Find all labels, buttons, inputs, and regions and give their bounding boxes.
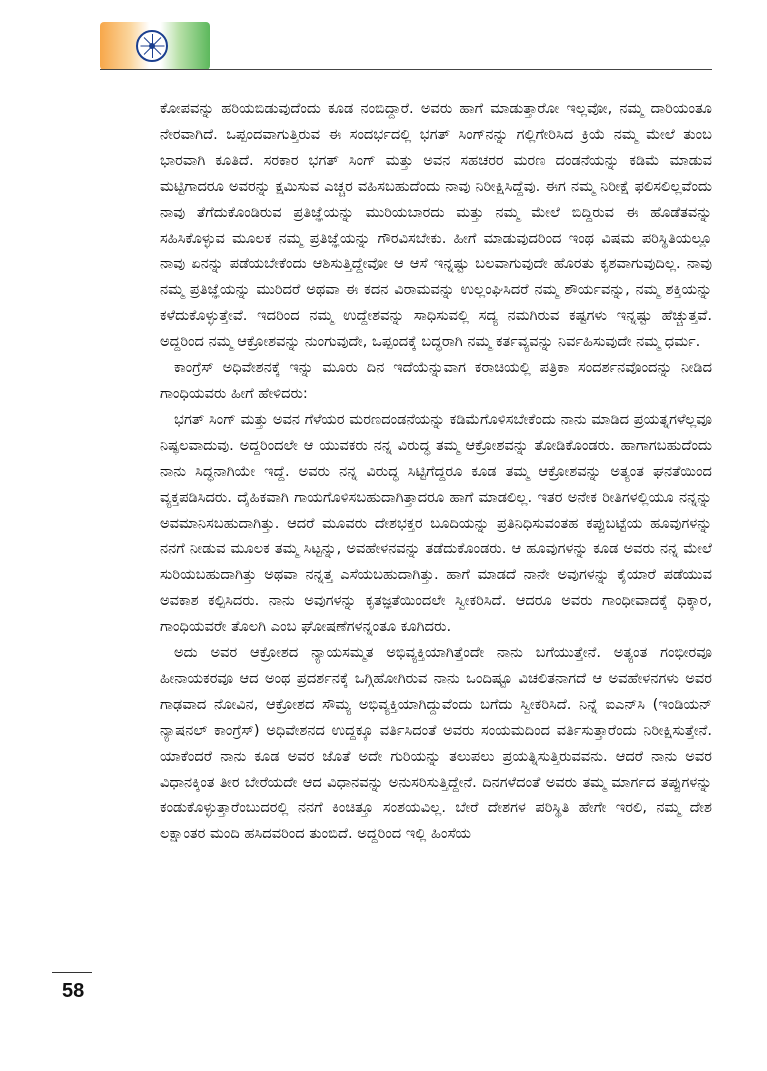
header-divider bbox=[100, 69, 712, 70]
ashoka-chakra-icon bbox=[136, 30, 168, 62]
quote-paragraph: ಭಗತ್ ಸಿಂಗ್ ಮತ್ತು ಅವನ ಗೆಳೆಯರ ಮರಣದಂಡನೆಯನ್ನು ಕಡಿಮೆಗೊಳಿಸಬೇಕೆಂದು ನಾನು ಮಾಡಿದ ಪ್ರಯತ್ನಗಳೆಲ್ಲವೂ ನಿಷ್ಫಲವಾದುವು. ಅದ್ದರಿಂದಲೇ ಆ ಯುವಕರು ನನ್ನ ವಿರುದ್ಧ ತಮ್ಮ ಆಕ್ರೋಶವನ್ನು ತೋಡಿಕೊಂಡರು. ಹಾಗಾಗಬಹುದೆಂದು ನಾನು ಸಿದ್ಧನಾಗಿಯೇ ಇದ್ದೆ. ಅವರು ನನ್ನ ವಿರುದ್ಧ ಸಿಟ್ಟಿಗೆದ್ದರೂ ಕೂಡ ತಮ್ಮ ಆಕ್ರೋಶವನ್ನು ಅತ್ಯಂತ ಘನತೆಯಿಂದ ವ್ಯಕ್ತಪಡಿಸಿದರು. ದೈಹಿಕವಾಗಿ ಗಾಯಗೊಳಿಸಬಹುದಾಗಿತ್ತಾದರೂ ಹಾಗೆ ಮಾಡಲಿಲ್ಲ. ಇತರ ಅನೇಕ ರೀತಿಗಳಲ್ಲಿಯೂ ನನ್ನನ್ನು ಅವಮಾನಿಸಬಹುದಾಗಿತ್ತು. ಆದರೆ ಮೂವರು ದೇಶಭಕ್ತರ ಬೂದಿಯನ್ನು ಪ್ರತಿನಿಧಿಸುವಂತಹ ಕಪ್ಪುಬಟ್ಟೆಯ ಹೂವುಗಳನ್ನು ನನಗೆ ನೀಡುವ ಮೂಲಕ ತಮ್ಮ ಸಿಟ್ಟನ್ನು, ಅವಹೇಳನವನ್ನು ತಡೆದುಕೊಂಡರು. ಆ ಹೂವುಗಳನ್ನು ಕೂಡ ಅವರು ನನ್ನ ಮೇಲೆ ಸುರಿಯಬಹುದಾಗಿತ್ತು ಅಥವಾ ನನ್ನತ್ತ ಎಸೆಯಬಹುದಾಗಿತ್ತು. ಹಾಗೆ ಮಾಡದೆ ನಾನೇ ಅವುಗಳನ್ನು ಕೈಯಾರೆ ಪಡೆಯುವ ಅವಕಾಶ ಕಲ್ಪಿಸಿದರು. ನಾನು ಅವುಗಳನ್ನು ಕೃತಜ್ಞತೆಯಿಂದಲೇ ಸ್ವೀಕರಿಸಿದೆ. ಆದರೂ ಅವರು ಗಾಂಧೀವಾದಕ್ಕೆ ಧಿಕ್ಕಾರ, ಗಾಂಧಿಯವರೇ ತೊಲಗಿ ಎಂಬ ಘೋಷಣೆಗಳನ್ನಂತೂ ಕೂಗಿದರು. bbox=[160, 410, 712, 636]
body-paragraph: ಕೋಪವನ್ನು ಹರಿಯಬಿಡುವುದೆಂದು ಕೂಡ ನಂಬಿದ್ದಾರೆ. ಅವರು ಹಾಗೆ ಮಾಡುತ್ತಾರೋ ಇಲ್ಲವೋ, ನಮ್ಮ ದಾರಿಯಂತೂ ನೇರವಾಗಿದೆ. ಒಪ್ಪಂದವಾಗುತ್ತಿರುವ ಈ ಸಂದರ್ಭದಲ್ಲಿ ಭಗತ್ ಸಿಂಗ್‌ನನ್ನು ಗಲ್ಲಿಗೇರಿಸಿದ ಕ್ರಿಯೆ ನಮ್ಮ ಮೇಲೆ ತುಂಬ ಭಾರವಾಗಿ ಕೂತಿದೆ. ಸರಕಾರ ಭಗತ್ ಸಿಂಗ್ ಮತ್ತು ಅವನ ಸಹಚರರ ಮರಣ ದಂಡನೆಯನ್ನು ಕಡಿಮೆ ಮಾಡುವ ಮಟ್ಟಿಗಾದರೂ ಅವರನ್ನು ಕ್ಷಮಿಸುವ ಎಚ್ಚರ ವಹಿಸಬಹುದೆಂದು ನಾವು ನಿರೀಕ್ಷಿಸಿದ್ದೆವು. ಈಗ ನಮ್ಮ ನಿರೀಕ್ಷೆ ಫಲಿಸಲಿಲ್ಲವೆಂದು ನಾವು ತೆಗೆದುಕೊಂಡಿರುವ ಪ್ರತಿಜ್ಞೆಯನ್ನು ಮುರಿಯಬಾರದು ಮತ್ತು ನಮ್ಮ ಮೇಲೆ ಬಿದ್ದಿರುವ ಈ ಹೊಡೆತವನ್ನು ಸಹಿಸಿಕೊಳ್ಳುವ ಮೂಲಕ ನಮ್ಮ ಪ್ರತಿಜ್ಞೆಯನ್ನು ಗೌರವಿಸಬೇಕು. ಹೀಗೆ ಮಾಡುವುದರಿಂದ ಇಂಥ ವಿಷಮ ಪರಿಸ್ಥಿತಿಯಲ್ಲೂ ನಾವು ಏನನ್ನು ಪಡೆಯಬೇಕೆಂದು ಆಶಿಸುತ್ತಿದ್ದೇವೋ ಆ ಆಸೆ ಇನ್ನಷ್ಟು ಬಲವಾಗುವುದೇ ಹೊರತು ಕೃಶವಾಗುವುದಿಲ್ಲ. ನಾವು ನಮ್ಮ ಪ್ರತಿಜ್ಞೆಯನ್ನು ಮುರಿದರೆ ಅಥವಾ ಈ ಕದನ ವಿರಾಮವನ್ನು ಉಲ್ಲಂಘಿಸಿದರೆ ನಮ್ಮ ಶೌರ್ಯವನ್ನು, ನಮ್ಮ ಶಕ್ತಿಯನ್ನು ಕಳೆದುಕೊಳ್ಳುತ್ತೇವೆ. ಇದರಿಂದ ನಮ್ಮ ಉದ್ದೇಶವನ್ನು ಸಾಧಿಸುವಲ್ಲಿ ಸದ್ಯ ನಮಗಿರುವ ಕಷ್ಟಗಳು ಇನ್ನಷ್ಟು ಹೆಚ್ಚುತ್ತವೆ. ಅದ್ದರಿಂದ ನಮ್ಮ ಆಕ್ರೋಶವನ್ನು ನುಂಗುವುದೇ, ಒಪ್ಪಂದಕ್ಕೆ ಬದ್ಧರಾಗಿ ನಮ್ಮ ಕರ್ತವ್ಯವನ್ನು ನಿರ್ವಹಿಸುವುದೇ ನಮ್ಮ ಧರ್ಮ. bbox=[160, 100, 712, 351]
footer-divider bbox=[52, 972, 92, 973]
quote-paragraph: ಅದು ಅವರ ಆಕ್ರೋಶದ ನ್ಯಾಯಸಮ್ಮತ ಅಭಿವ್ಯಕ್ತಿಯಾಗಿತ್ತೆಂದೇ ನಾನು ಬಗೆಯುತ್ತೇನೆ. ಅತ್ಯಂತ ಗಂಭೀರವೂ ಹೀನಾಯಕರವೂ ಆದ ಅಂಥ ಪ್ರದರ್ಶನಕ್ಕೆ ಒಗ್ಗಿಹೋಗಿರುವ ನಾನು ಒಂದಿಷ್ಟೂ ವಿಚಲಿತನಾಗದೆ ಆ ಅವಹೇಳನಗಳು ಅವರ ಗಾಢವಾದ ನೋವಿನ, ಆಕ್ರೋಶದ ಸೌಮ್ಯ ಅಭಿವ್ಯಕ್ತಿಯಾಗಿದ್ದುವೆಂದು ಬಗೆದು ಸ್ವೀಕರಿಸಿದೆ. ನಿನ್ನೆ ಐಎನ್‌ಸಿ (ಇಂಡಿಯನ್ ನ್ಯಾಷನಲ್ ಕಾಂಗ್ರೆಸ್) ಅಧಿವೇಶನದ ಉದ್ದಕ್ಕೂ ವರ್ತಿಸಿದಂತೆ ಅವರು ಸಂಯಮದಿಂದ ವರ್ತಿಸುತ್ತಾರೆಂದು ನಿರೀಕ್ಷಿಸುತ್ತೇನೆ. ಯಾಕೆಂದರೆ ನಾನು ಕೂಡ ಅವರ ಜೊತೆ ಅದೇ ಗುರಿಯನ್ನು ತಲುಪಲು ಪ್ರಯತ್ನಿಸುತ್ತಿರುವವನು. ಆದರೆ ನಾನು ಅವರ ವಿಧಾನಕ್ಕಿಂತ ತೀರ ಬೇರೆಯದೇ ಆದ ವಿಧಾನವನ್ನು ಅನುಸರಿಸುತ್ತಿದ್ದೇನೆ. ದಿನಗಳೆದಂತೆ ಅವರು ತಮ್ಮ ಮಾರ್ಗದ ತಪ್ಪುಗಳನ್ನು ಕಂಡುಕೊಳ್ಳುತ್ತಾರೆಂಬುದರಲ್ಲಿ ನನಗೆ ಕಿಂಚಿತ್ತೂ ಸಂಶಯವಿಲ್ಲ. ಬೇರೆ ದೇಶಗಳ ಪರಿಸ್ಥಿತಿ ಹೇಗೇ ಇರಲಿ, ನಮ್ಮ ದೇಶ ಲಕ್ಷಾಂತರ ಮಂದಿ ಹಸಿದವರಿಂದ ತುಂಬಿದೆ. ಅದ್ದರಿಂದ ಇಲ್ಲಿ ಹಿಂಸೆಯ bbox=[160, 644, 712, 843]
page-number: 58 bbox=[62, 980, 85, 1002]
article-body bbox=[160, 96, 712, 847]
body-paragraph: ಕಾಂಗ್ರೆಸ್ ಅಧಿವೇಶನಕ್ಕೆ ಇನ್ನು ಮೂರು ದಿನ ಇದೆಯೆನ್ನುವಾಗ ಕರಾಚಿಯಲ್ಲಿ ಪತ್ರಿಕಾ ಸಂದರ್ಶನವೊಂದನ್ನು ನೀಡಿದ ಗಾಂಧಿಯವರು ಹೀಗೆ ಹೇಳಿದರು: bbox=[160, 359, 712, 402]
